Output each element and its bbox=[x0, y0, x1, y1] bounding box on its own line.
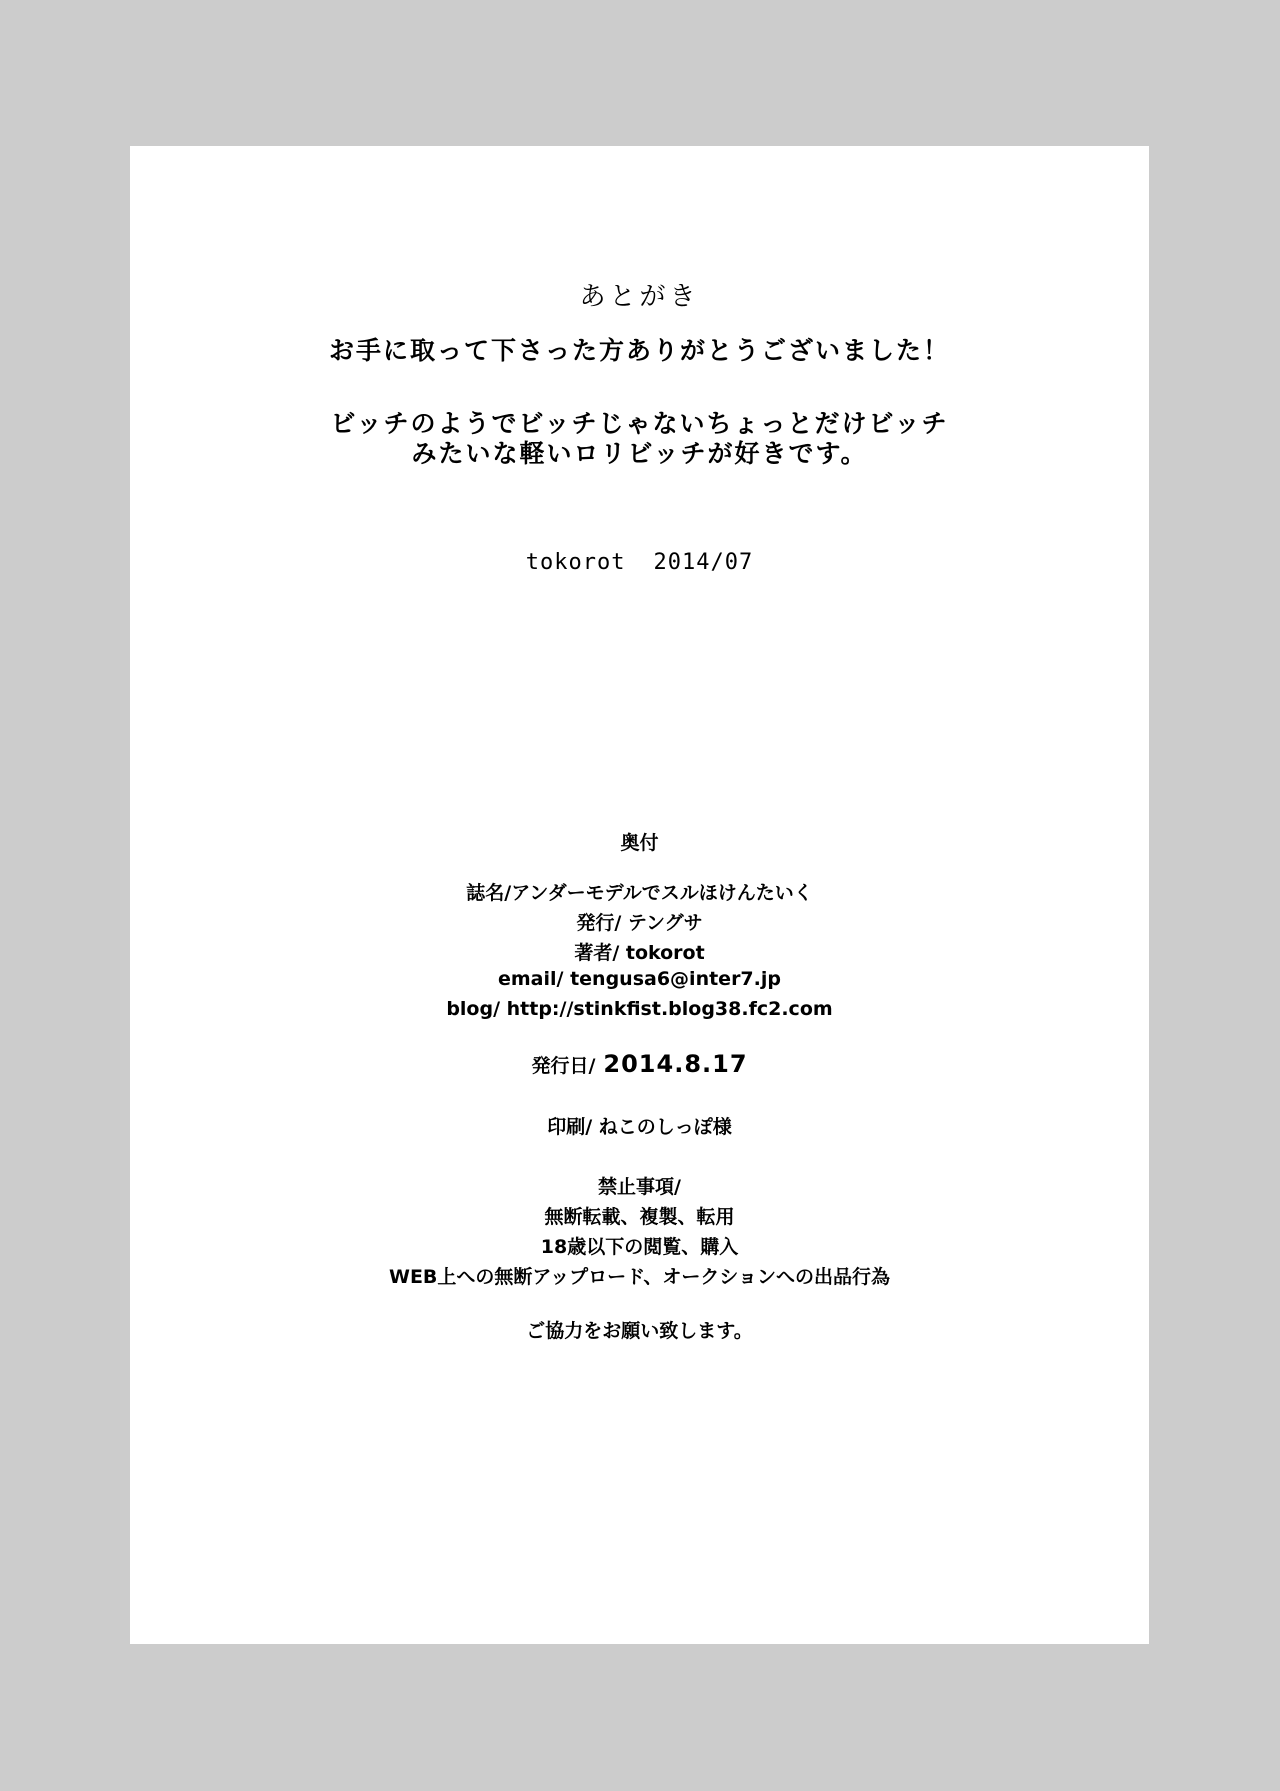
afterword-heading: あとがき bbox=[579, 282, 700, 312]
colophon-author: 著者/ tokorot bbox=[574, 942, 705, 964]
colophon-book-title: 誌名/アンダーモデルでスルほけんたいく bbox=[466, 882, 813, 904]
colophon-prohibited-item-2: 18歳以下の閲覧、購入 bbox=[540, 1236, 739, 1258]
afterword-signature bbox=[130, 550, 1149, 575]
colophon-prohibited-label: 禁止事項/ bbox=[598, 1176, 681, 1198]
colophon-email: email/ tengusa6@inter7.jp bbox=[498, 968, 781, 990]
colophon-prohibited-item-3: WEB上への無断アップロード、オークションへの出品行為 bbox=[389, 1266, 890, 1288]
afterword-thanks: お手に取って下さった方ありがとうございました！ bbox=[328, 336, 950, 365]
colophon-cooperate: ご協力をお願い致します。 bbox=[526, 1320, 753, 1342]
page-sheet bbox=[130, 146, 1149, 1644]
colophon-title: 奥付 bbox=[620, 832, 659, 854]
colophon-blog: blog/ http://stinkfist.blog38.fc2.com bbox=[446, 998, 833, 1020]
colophon-publish-date bbox=[130, 1050, 1149, 1078]
publish-date-value: 2014.8.17 bbox=[603, 1050, 748, 1078]
publish-date-label: 発行日/ bbox=[531, 1055, 596, 1077]
colophon-printer: 印刷/ ねこのしっぽ様 bbox=[547, 1116, 732, 1138]
signature-date: 2014/07 bbox=[653, 550, 754, 575]
afterword-note-line2: みたいな軽いロリビッチが好きです。 bbox=[411, 439, 868, 468]
afterword-note-line1: ビッチのようでビッチじゃないちょっとだけビッチ bbox=[330, 409, 949, 438]
colophon-publisher: 発行/ テングサ bbox=[576, 912, 703, 934]
signature-name: tokorot bbox=[525, 550, 626, 575]
colophon-prohibited-item-1: 無断転載、複製、転用 bbox=[544, 1206, 735, 1228]
